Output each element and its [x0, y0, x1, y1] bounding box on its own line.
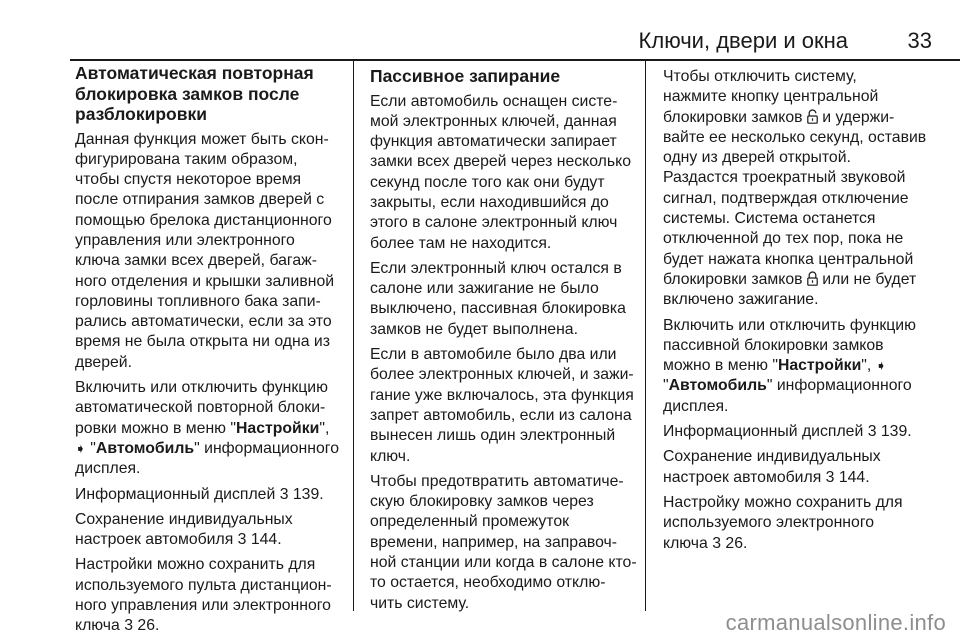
paragraph-auto-relock-description [75, 130, 347, 374]
page-title: Ключи, двери и окна [638, 28, 848, 53]
page-header [0, 0, 960, 60]
header-rule [70, 59, 960, 61]
text-line: закрыты, если находившийся до [370, 193, 609, 211]
heading-line: блокировка замков после [75, 83, 300, 104]
text-line: время не была открыта ни одна из [75, 333, 330, 351]
paragraph-disable-system [663, 67, 938, 311]
text-line: более там не находится. [370, 234, 552, 252]
text-line: гание уже включалось, эта функция [370, 386, 634, 404]
reference-page: 144. [250, 531, 282, 549]
text-segment: " [663, 377, 669, 395]
column-1 [75, 63, 347, 642]
cross-reference-electronic-key [663, 493, 938, 554]
reference-page: 26. [137, 617, 160, 635]
cross-reference-remote-key [75, 555, 347, 636]
text-line: вынесен лишь один электронный [370, 427, 616, 445]
text-line: используемого электронного [663, 514, 875, 532]
page-ref-icon: 3 [867, 423, 877, 441]
page-number: 33 [907, 28, 932, 53]
arrow-right-icon: ➧ [75, 440, 86, 456]
text-segment: или не будет [822, 270, 917, 288]
cross-reference-info-display [75, 485, 347, 505]
paragraph-key-inside [370, 259, 640, 340]
text-line: Чтобы предотвратить автоматиче- [370, 472, 624, 490]
text-segment: блокировки замков [663, 270, 803, 288]
text-line: выключено, пассивная блокировка [370, 300, 626, 318]
cross-reference-personalization [75, 510, 347, 551]
text-line: запрет автомобиль, если из салона [370, 406, 632, 424]
text-line: рались автоматически, если за это [75, 313, 332, 331]
reference-page: 144. [838, 468, 870, 486]
text-line: дверей. [75, 353, 133, 371]
text-line: этого в салоне электронный ключ [370, 214, 618, 232]
section-heading-auto-relock [75, 63, 347, 125]
cross-reference-info-display [663, 422, 938, 442]
text-line: после отпирания замков дверей с [75, 191, 325, 209]
text-line: автоматической повторной блоки- [75, 399, 326, 417]
column-divider-left [353, 61, 354, 611]
text-line [75, 439, 347, 459]
column-divider-right [645, 61, 646, 611]
text-line [663, 108, 938, 128]
text-line [75, 419, 347, 439]
text-line [75, 530, 347, 550]
text-line: Если электронный ключ остался в [370, 259, 622, 277]
text-line: ной станции или когда в салоне кто- [370, 554, 637, 572]
text-line [75, 616, 347, 636]
column-3 [663, 63, 938, 559]
text-line: вайте ее несколько секунд, оставив [663, 128, 927, 146]
text-line: отключенной до тех пор, пока не [663, 230, 904, 248]
page-ref-icon: 3 [124, 617, 134, 635]
text-segment: " [85, 439, 96, 457]
text-line: Сохранение индивидуальных [75, 510, 293, 528]
text-line: Включить или отключить функцию [663, 316, 916, 334]
text-line: пассивной блокировки замков [663, 336, 884, 354]
paragraph-prevent-locking [370, 472, 640, 614]
text-segment: ", [861, 357, 872, 375]
paragraph-menu-settings [75, 378, 347, 479]
text-line: фигурирована таким образом, [75, 150, 298, 168]
text-line: Сохранение индивидуальных [663, 448, 881, 466]
text-line: мой электронных ключей, данная [370, 112, 617, 130]
text-segment: " информационного [194, 439, 339, 457]
unlock-icon [807, 109, 818, 124]
text-line: нажмите кнопку центральной [663, 88, 879, 106]
column-2 [370, 63, 640, 619]
text-line: дисплея. [75, 460, 141, 478]
text-line: времени, например, на заправоч- [370, 533, 618, 551]
page-ref-icon: 3 [712, 534, 722, 552]
text-line: одну из дверей открытой. [663, 149, 851, 167]
text-line: ключа замки всех дверей, багаж- [75, 252, 317, 270]
lock-icon [807, 271, 818, 286]
text-segment: блокировки замков [663, 108, 803, 126]
heading-line: Автоматическая повторная [75, 63, 314, 83]
text-line: управления или электронного [75, 231, 295, 249]
text-line: сигнал, подтверждая отключение [663, 189, 909, 207]
paragraph-menu-settings [663, 316, 938, 417]
text-line: замки всех дверей через несколько [370, 153, 631, 171]
text-line: используемого пульта дистанцион- [75, 576, 332, 594]
text-line: функция автоматически запирает [370, 133, 617, 151]
text-segment: " информационного [766, 377, 912, 395]
text-line [663, 356, 938, 376]
text-line [663, 376, 938, 396]
text-line: секунд после того как они будут [370, 173, 605, 191]
text-line: салоне или зажигание не было [370, 280, 599, 298]
text-line [663, 534, 938, 554]
reference-page: 139. [292, 485, 324, 503]
reference-text: ключа [75, 617, 120, 635]
watermark: carmanualsonline.info [725, 610, 946, 635]
arrow-right-icon: ➧ [875, 358, 887, 374]
text-line: дисплея. [663, 397, 729, 415]
section-heading-passive-locking: Пассивное запирание [370, 66, 561, 86]
text-line: скую блокировку замков через [370, 493, 594, 511]
text-line: замков не будет выполнена. [370, 320, 578, 338]
text-line: помощью брелока дистанционного [75, 211, 332, 229]
text-line: то остается, необходимо отклю- [370, 574, 606, 592]
text-line: более электронных ключей, и зажи- [370, 366, 634, 384]
text-line: включено зажигание. [663, 291, 819, 309]
text-line [663, 270, 938, 290]
menu-item-vehicle: Автомобиль [668, 377, 767, 395]
text-line: Если автомобиль оснащен систе- [370, 92, 618, 110]
reference-text: ключа [663, 534, 708, 552]
text-line: Включить или отключить функцию [75, 379, 328, 397]
reference-page: 139. [880, 423, 912, 441]
text-line [663, 468, 938, 488]
text-line: ного управления или электронного [75, 597, 331, 615]
reference-text: Информационный дисплей [75, 485, 276, 503]
text-segment: и удержи- [822, 108, 895, 126]
page-ref-icon: 3 [825, 468, 835, 486]
text-segment: можно в меню " [663, 357, 778, 375]
text-line: Данная функция может быть скон- [75, 130, 329, 148]
menu-item-settings: Настройки [236, 419, 320, 437]
reference-text: настроек автомобиля [663, 468, 822, 486]
paragraph-multiple-keys [370, 345, 640, 467]
reference-page: 26. [725, 534, 748, 552]
paragraph-passive-locking-description [370, 92, 640, 254]
reference-text: Информационный дисплей [663, 423, 864, 441]
page-ref-icon: 3 [237, 531, 247, 549]
text-line: Если в автомобиле было два или [370, 346, 617, 364]
text-line: Раздастся троекратный звуковой [663, 169, 906, 187]
cross-reference-personalization [663, 447, 938, 488]
text-line: Настройки можно сохранить для [75, 556, 316, 574]
text-segment: ", [319, 419, 330, 437]
text-line: будет нажата кнопка центральной [663, 250, 914, 268]
text-line: чтобы спустя некоторое время [75, 171, 302, 189]
text-segment: ровки можно в меню " [75, 419, 237, 437]
text-line: ключ. [370, 447, 411, 465]
heading-line: разблокировки [75, 104, 208, 124]
text-line: горловины топливного бака запи- [75, 292, 321, 310]
text-line: системы. Система останется [663, 210, 876, 228]
menu-item-vehicle: Автомобиль [95, 439, 195, 457]
text-line: Чтобы отключить систему, [663, 68, 857, 85]
text-line: определенный промежуток [370, 513, 570, 531]
reference-text: настроек автомобиля [75, 531, 234, 549]
text-line: чить систему. [370, 594, 470, 612]
text-line: ного отделения и крышки заливной [75, 272, 335, 290]
page-ref-icon: 3 [279, 485, 289, 503]
text-line: Настройку можно сохранить для [663, 493, 903, 511]
menu-item-settings: Настройки [777, 357, 862, 375]
